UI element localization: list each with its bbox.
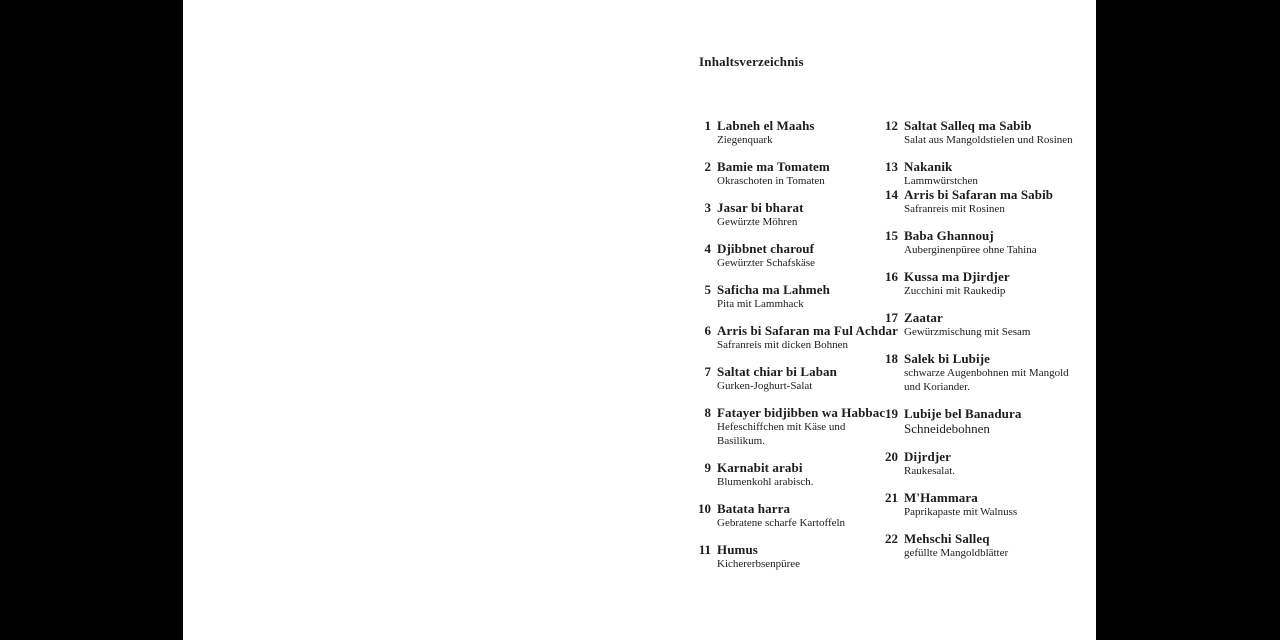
toc-entry-body xyxy=(904,270,1010,298)
toc-entry-subtitle: Safranreis mit Rosinen xyxy=(904,203,1005,215)
toc-entry-body xyxy=(904,160,978,188)
toc-entry-body xyxy=(717,543,800,571)
toc-entry-body xyxy=(717,502,845,530)
toc-entry-number: 11 xyxy=(698,542,711,557)
toc-entry-number: 2 xyxy=(704,159,711,174)
toc-entry-number: 12 xyxy=(885,118,898,133)
toc-entry-subtitle: Hefeschiffchen mit Käse und xyxy=(717,421,846,433)
toc-entry xyxy=(882,188,1087,216)
toc-entry-body xyxy=(904,188,1053,216)
toc-entry-body xyxy=(717,160,830,188)
toc-entry xyxy=(695,543,910,571)
toc-entry-subtitle: Gewürzte Möhren xyxy=(717,216,798,228)
toc-entry xyxy=(882,532,1087,560)
toc-entry-body xyxy=(904,532,1008,560)
toc-entry-title: Labneh el Maahs xyxy=(717,118,815,133)
toc-entry-number: 16 xyxy=(885,269,898,284)
toc-entry-body xyxy=(904,450,955,478)
toc-entry-title: Saficha ma Lahmeh xyxy=(717,282,830,297)
toc-entry-number: 6 xyxy=(704,323,711,338)
toc-entry-body xyxy=(717,119,815,147)
toc-entry-subtitle: Safranreis mit dicken Bohnen xyxy=(717,339,849,351)
toc-entry xyxy=(882,311,1087,339)
toc-entry-subtitle: Paprikapaste mit Walnuss xyxy=(904,506,1018,518)
toc-entry-title: Zaatar xyxy=(904,310,943,325)
toc-entry-number: 1 xyxy=(704,118,711,133)
toc-entry-number: 10 xyxy=(698,501,711,516)
toc-entry xyxy=(695,119,910,147)
toc-entry-subtitle: Salat aus Mangoldstielen und Rosinen xyxy=(904,134,1073,146)
toc-entry-body xyxy=(904,352,1069,394)
toc-entry-title: Djibbnet charouf xyxy=(717,241,815,256)
toc-entry-title: Humus xyxy=(717,542,758,557)
toc-entry-subtitle: gefüllte Mangoldblätter xyxy=(904,547,1009,559)
toc-entry-number: 3 xyxy=(704,200,711,215)
toc-entry xyxy=(882,491,1087,519)
toc-entry-title: Arris bi Safaran ma Ful Achdar xyxy=(717,323,899,338)
toc-entry xyxy=(882,119,1087,147)
toc-entry-subtitle: und Koriander. xyxy=(904,381,970,393)
toc-entry xyxy=(695,201,910,229)
toc-entry-title: Salek bi Lubije xyxy=(904,351,991,366)
toc-entry-body xyxy=(717,324,898,352)
toc-entry xyxy=(695,324,910,352)
toc-entry xyxy=(882,407,1087,437)
toc-entry xyxy=(882,270,1087,298)
toc-entry-title: Baba Ghannouj xyxy=(904,228,994,243)
toc-entry-subtitle: Auberginenpüree ohne Tahina xyxy=(904,244,1037,256)
toc-entry-subtitle: Kichererbsenpüree xyxy=(717,558,801,570)
toc-entry-subtitle: Schneidebohnen xyxy=(904,421,990,436)
toc-entry-body xyxy=(904,407,1021,437)
toc-entry xyxy=(695,160,910,188)
toc-entry-body xyxy=(717,283,830,311)
toc-entry-subtitle: Basilikum. xyxy=(717,435,765,447)
toc-entry-body xyxy=(904,491,1017,519)
toc-entry-subtitle: Gebratene scharfe Kartoffeln xyxy=(717,517,846,529)
toc-entry-body xyxy=(904,311,1030,339)
toc-entry-subtitle: Gewürzmischung mit Sesam xyxy=(904,326,1031,338)
toc-entry xyxy=(695,283,910,311)
toc-entry-body xyxy=(717,406,885,448)
toc-entry-body xyxy=(717,461,814,489)
toc-entry-subtitle: Pita mit Lammhack xyxy=(717,298,804,310)
toc-entry-number: 21 xyxy=(885,490,898,505)
toc-entry xyxy=(695,502,910,530)
toc-entry xyxy=(695,406,910,448)
toc-entry xyxy=(695,242,910,270)
toc-entry xyxy=(882,450,1087,478)
toc-entry-title: M'Hammara xyxy=(904,490,978,505)
toc-entry-title: Bamie ma Tomatem xyxy=(717,159,830,174)
toc-entry-title: Batata harra xyxy=(717,501,791,516)
toc-entry-number: 13 xyxy=(885,159,898,174)
toc-entry-number: 8 xyxy=(704,405,711,420)
toc-entry-number: 4 xyxy=(704,241,711,256)
toc-entry-body xyxy=(904,229,1037,257)
toc-entry-body xyxy=(904,119,1073,147)
page-title: Inhaltsverzeichnis xyxy=(699,54,804,69)
toc-entry-subtitle: Ziegenquark xyxy=(717,134,773,146)
toc-entry-number: 5 xyxy=(704,282,711,297)
toc-entry-subtitle: Okraschoten in Tomaten xyxy=(717,175,825,187)
toc-entry-title: Lubije bel Banadura xyxy=(904,406,1022,421)
toc-entry-title: Saltat chiar bi Laban xyxy=(717,364,837,379)
toc-entry-subtitle: Gewürzter Schafskäse xyxy=(717,257,816,269)
toc-entry-title: Arris bi Safaran ma Sabib xyxy=(904,187,1054,202)
toc-entry-number: 17 xyxy=(885,310,898,325)
toc-entry-title: Saltat Salleq ma Sabib xyxy=(904,118,1032,133)
toc-entry-subtitle: Lammwürstchen xyxy=(904,175,978,187)
toc-entry-title: Fatayer bidjibben wa Habbac xyxy=(717,405,886,420)
toc-entry-title: Mehschi Salleq xyxy=(904,531,990,546)
toc-entry-subtitle: Blumenkohl arabisch. xyxy=(717,476,814,488)
toc-entry xyxy=(882,229,1087,257)
toc-entry xyxy=(695,365,910,393)
toc-entry xyxy=(695,461,910,489)
toc-entry-title: Dijrdjer xyxy=(904,449,951,464)
toc-column-right xyxy=(882,119,1087,573)
toc-entry-body xyxy=(717,201,804,229)
toc-entry-number: 7 xyxy=(704,364,711,379)
toc-entry-subtitle: schwarze Augenbohnen mit Mangold xyxy=(904,367,1069,379)
toc-entry-number: 22 xyxy=(885,531,898,546)
toc-entry-title: Nakanik xyxy=(904,159,953,174)
toc-entry-number: 15 xyxy=(885,228,898,243)
toc-entry-subtitle: Zucchini mit Raukedip xyxy=(904,285,1006,297)
toc-entry-body xyxy=(717,242,815,270)
toc-entry-body xyxy=(717,365,837,393)
toc-entry-subtitle: Gurken-Joghurt-Salat xyxy=(717,380,813,392)
toc-entry-title: Kussa ma Djirdjer xyxy=(904,269,1010,284)
toc-column-left xyxy=(695,119,910,584)
toc-entry-number: 9 xyxy=(704,460,711,475)
toc-entry xyxy=(882,352,1087,394)
toc-entry-number: 18 xyxy=(885,351,898,366)
toc-entry-number: 14 xyxy=(885,187,898,202)
toc-entry-title: Karnabit arabi xyxy=(717,460,803,475)
book-page xyxy=(183,0,1096,640)
toc-entry xyxy=(882,160,1087,188)
toc-entry-subtitle: Raukesalat. xyxy=(904,465,956,477)
toc-entry-title: Jasar bi bharat xyxy=(717,200,804,215)
toc-entry-number: 19 xyxy=(885,406,898,421)
toc-entry-number: 20 xyxy=(885,449,898,464)
